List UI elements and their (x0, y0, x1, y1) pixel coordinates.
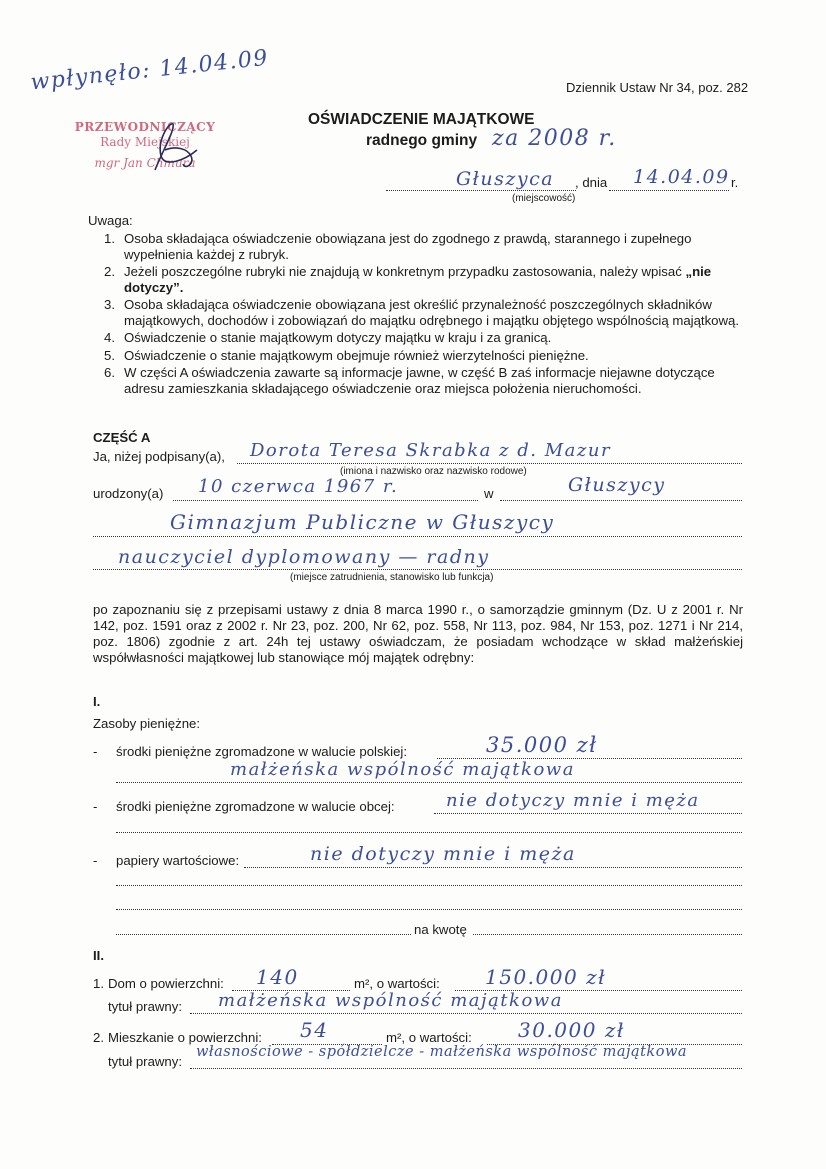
securities-handwritten: nie dotyczy mnie i męża (310, 843, 576, 865)
list-item: 3. Osoba składająca oświadczenie obowiązana jest określić przynależność poszczególnych składników majątkowych, dochodów i zobowiązań do majątku odrębnego i majątku objętego wspólnością majątkową. (104, 297, 740, 328)
birth-place-handwritten: Głuszycy (568, 474, 666, 496)
list-item: 2. Jeżeli poszczególne rubryki nie znajdują w konkretnym przypadku zastosowania, należy wpisać „nie dotyczy”. (104, 264, 712, 295)
amount-label: na kwotę (414, 922, 467, 937)
list-number: 1. (93, 976, 104, 991)
document-subtitle: radnego gminy (366, 132, 478, 149)
year-handwritten: za 2008 r. (492, 126, 617, 151)
flat-area-handwritten: 54 (300, 1018, 329, 1042)
name-caption: (imiona i nazwisko oraz nazwisko rodowe) (340, 466, 527, 477)
securities-label: papiery wartościowe: (116, 853, 240, 868)
flat-label: Mieszkanie o powierzchni: (108, 1030, 262, 1045)
work-caption: (miejsce zatrudnienia, stanowisko lub funkcja) (290, 572, 494, 583)
notes-heading: Uwaga: (88, 213, 133, 228)
part-a-heading: CZĘŚĆ A (93, 430, 151, 445)
document-title: OŚWIADCZENIE MAJĄTKOWE (308, 111, 535, 128)
house-title-label: tytuł prawny: (108, 999, 183, 1014)
bullet: - (93, 744, 98, 759)
flat-title-handwritten: własnościowe - spółdzielcze - małżeńska wspólność majątkowa (196, 1044, 688, 1060)
official-stamp (70, 120, 220, 185)
house-title-handwritten: małżeńska wspólność majątkowa (218, 990, 563, 1011)
born-in-label: w (484, 486, 494, 501)
flat-value-handwritten: 30.000 zł (518, 1018, 625, 1042)
pln-label: środki pieniężne zgromadzone w walucie polskiej: (116, 744, 408, 759)
pln-ownership-handwritten: małżeńska wspólność majątkowa (230, 759, 575, 780)
place-handwritten: Głuszyca (456, 168, 555, 190)
signature-icon (125, 120, 205, 175)
pln-amount-handwritten: 35.000 zł (486, 733, 598, 757)
flat-value-label: m², o wartości: (386, 1030, 472, 1045)
flat-title-label: tytuł prawny: (108, 1054, 183, 1069)
bullet: - (93, 799, 98, 814)
notes-list (104, 231, 754, 396)
birth-date-handwritten: 10 czerwca 1967 r. (198, 476, 399, 497)
list-number: 2. (93, 1030, 104, 1045)
house-value-handwritten: 150.000 zł (485, 965, 607, 989)
statement-paragraph: po zapoznaniu się z przepisami ustawy z dnia 8 marca 1990 r., o samorządzie gminnym (Dz. U z 2001 r. Nr 142, poz. 1591 oraz z 2002 r. Nr 23, poz. 200, Nr 62, poz. 558, Nr 113, poz. 984, Nr 153, poz. 1271 i Nr 214, poz. 1806) zgodnie z art. 24h tej ustawy oświadczam, że posiadam wchodzące w skład małżeńskiej współwłasności majątkowej lub stanowiące mój majątek odrębny: (93, 602, 743, 665)
list-item: 6. W części A oświadczenia zawarte są informacje jawne, w część B zaś informacje niejawne dotyczące adresu zamieszkania składającego oświadczenie oraz miejsca położenia nieruchomości. (104, 365, 715, 396)
stamp-line: PRZEWODNICZĄCY (74, 120, 216, 134)
foreign-label: środki pieniężne zgromadzone w walucie obcej: (116, 799, 395, 814)
foreign-handwritten: nie dotyczy mnie i męża (446, 790, 700, 811)
journal-reference: Dziennik Ustaw Nr 34, poz. 282 (566, 80, 749, 95)
bullet: - (93, 853, 98, 868)
signed-label: Ja, niżej podpisany(a), (93, 449, 225, 464)
received-note: wpłynęło: 14.04.09 (29, 45, 271, 96)
section-1-heading: I. (93, 694, 101, 709)
position-handwritten: nauczyciel dyplomowany — radny (118, 546, 490, 568)
born-label: urodzony(a) (93, 486, 164, 501)
stamp-line: Rady Miejskiej (100, 135, 190, 149)
cash-label: Zasoby pieniężne: (93, 716, 201, 731)
house-label: Dom o powierzchni: (108, 976, 224, 991)
house-area-handwritten: 140 (256, 965, 299, 989)
year-suffix: r. (731, 175, 739, 190)
workplace-handwritten: Gimnazjum Publiczne w Głuszycy (170, 510, 555, 534)
list-item: 4. Oświadczenie o stanie majątkowym dotyczy majątku w kraju i za granicą. (104, 330, 552, 345)
section-2-heading: II. (93, 948, 104, 963)
date-handwritten: 14.04.09 (633, 166, 730, 188)
list-item: 1. Osoba składająca oświadczenie obowiązana jest do zgodnego z prawdą, starannego i zupełnego wypełnienia każdej z rubryk. (104, 231, 692, 262)
place-caption: (miejscowość) (512, 193, 576, 204)
house-value-label: m², o wartości: (354, 976, 440, 991)
date-label: , dnia (575, 175, 608, 190)
stamp-line: mgr Jan Chmura (94, 156, 196, 170)
full-name-handwritten: Dorota Teresa Skrabka z d. Mazur (250, 440, 612, 461)
list-item: 5. Oświadczenie o stanie majątkowym obejmuje również wierzytelności pieniężne. (104, 347, 589, 363)
